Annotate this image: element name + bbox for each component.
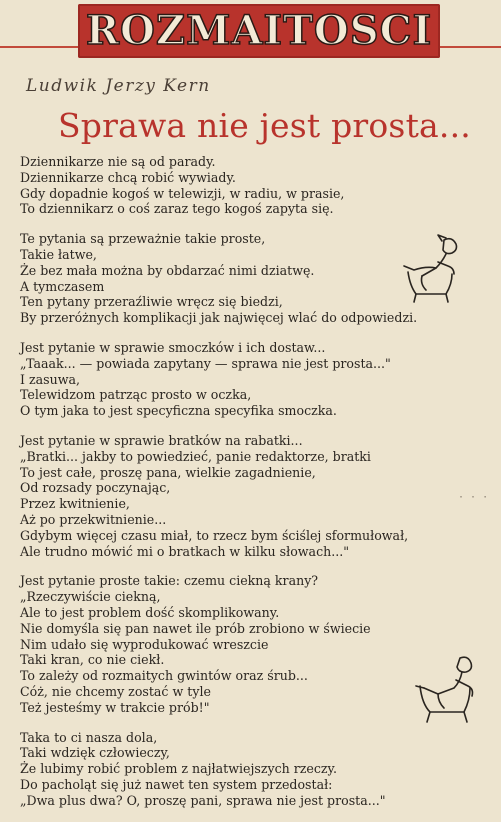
poem-line: Taki wdzięk człowieczy, (20, 745, 170, 761)
poem-line: Do pacholąt się już nawet ten system przedostał: (20, 776, 333, 792)
poem-line: A tymczasem (20, 278, 105, 294)
poem-line: Że bez mała można by obdarzać nimi dziatwę. (20, 262, 315, 278)
poem-line: Telewidzom patrząc prosto w oczka, (20, 387, 252, 403)
poem-line: „Taaak... — powiada zapytany — sprawa nie jest prosta..." (20, 355, 391, 371)
poem-line: Gdy dopadnie kogoś w telewizji, w radiu, w prasie, (20, 185, 345, 201)
article-author: Ludwik Jerzy Kern (26, 76, 211, 96)
margin-mark: · · · (458, 492, 489, 503)
poem-line: Takie łatwe, (20, 246, 97, 262)
poem-stanza (20, 730, 490, 809)
poem-line: „Bratki... jakby to powiedzieć, panie redaktorze, bratki (20, 448, 371, 464)
poem-line: O tym jaka to jest specyficzna specyfika smoczka. (20, 403, 337, 419)
man-in-armchair-icon (412, 652, 486, 726)
poem-line: Jest pytanie w sprawie bratków na rabatki... (20, 432, 303, 448)
poem-line: Dziennikarze chcą robić wywiady. (20, 169, 236, 185)
article-title: Sprawa nie jest prosta... (58, 106, 471, 145)
poem-line: Że lubimy robić problem z najłatwiejszych rzeczy. (20, 761, 337, 777)
poem-line: Taka to ci nasza dola, (20, 729, 158, 745)
poem-line: Ten pytany przeraźliwie wręcz się biedzi, (20, 294, 283, 310)
section-banner (78, 4, 440, 58)
poem-line: By przeróżnych komplikacji jak najwięcej wlać do odpowiedzi. (20, 310, 418, 326)
poem-line: To dziennikarz o coś zaraz tego kogoś zapyta się. (20, 201, 334, 217)
man-in-armchair-icon (398, 232, 468, 304)
poem-line: „Dwa plus dwa? O, proszę pani, sprawa nie jest prosta..." (20, 792, 386, 808)
poem-line: I zasuwa, (20, 371, 80, 387)
poem-line: „Rzeczywiście ciekną, (20, 589, 161, 605)
poem-line: Taki kran, co nie ciekł. (20, 652, 165, 668)
poem-line: Ale to jest problem dość skomplikowany. (20, 604, 280, 620)
poem-line: Gdybym więcej czasu miał, to rzecz bym ściślej sformułował, (20, 527, 409, 543)
poem-line: To zależy od rozmaitych gwintów oraz śrub... (20, 668, 308, 684)
poem-line: Jest pytanie w sprawie smoczków i ich dostaw... (20, 339, 326, 355)
poem-line: Ale trudno mówić mi o bratkach w kilku słowach..." (20, 543, 350, 559)
poem-line: Nie domyśla się pan nawet ile prób zrobiono w świecie (20, 620, 371, 636)
poem-stanza (20, 340, 490, 419)
poem-line: Aż po przekwitnienie... (20, 511, 167, 527)
poem-line: Dziennikarze nie są od parady. (20, 154, 216, 169)
poem-line: To jest całe, proszę pana, wielkie zagadnienie, (20, 464, 316, 480)
poem-stanza (20, 433, 490, 559)
poem-line: Jest pytanie proste takie: czemu ciekną krany? (20, 573, 319, 589)
poem-line: Od rozsady poczynając, (20, 480, 171, 496)
poem-line: Cóż, nie chcemy zostać w tyle (20, 683, 211, 699)
header-rule-left (0, 46, 78, 48)
poem-line: Te pytania są przeważnie takie proste, (20, 231, 266, 247)
poem-stanza (20, 154, 490, 217)
section-banner-text: ROZMAITOSCI (85, 7, 433, 54)
poem-line: Nim udało się wyprodukować wreszcie (20, 636, 269, 652)
poem-line: Przez kwitnienie, (20, 496, 130, 512)
header-rule-right (440, 46, 501, 48)
poem-line: Też jesteśmy w trakcie prób!" (20, 699, 210, 715)
